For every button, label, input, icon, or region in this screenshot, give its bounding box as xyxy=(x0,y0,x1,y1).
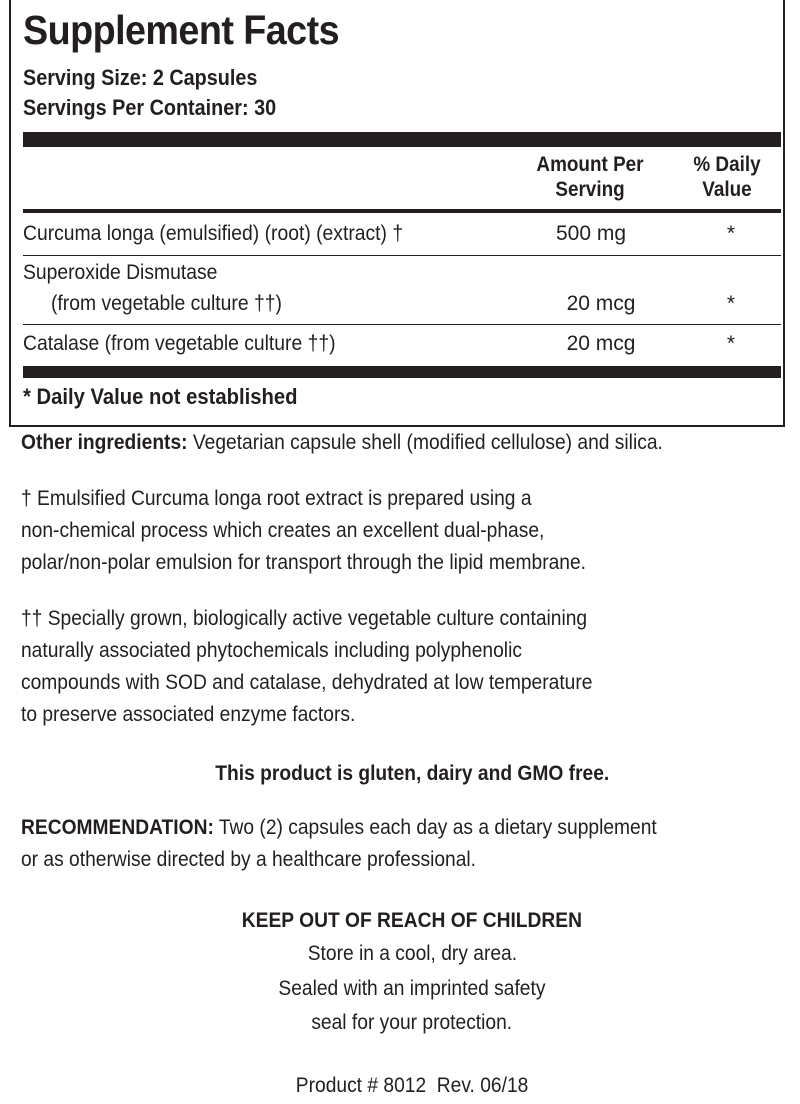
dagger-footnote xyxy=(21,483,586,579)
row-divider xyxy=(23,255,781,256)
supplement-facts-panel xyxy=(9,0,785,427)
other-ingredients xyxy=(21,427,663,459)
double-dagger-footnote-line: †† Specially grown, biologically active vegetable culture containing xyxy=(21,607,588,630)
ingredient-amount: 500 mg xyxy=(555,222,627,245)
other-ingredients-text: Vegetarian capsule shell (modified cellulose) and silica. xyxy=(187,431,663,454)
header-divider xyxy=(23,209,781,213)
dagger-footnote-line: non-chemical process which creates an excellent dual-phase, xyxy=(21,519,545,542)
other-ingredients-label: Other ingredients: xyxy=(21,431,188,454)
product-code: Product # 8012 Rev. 06/18 xyxy=(295,1074,529,1097)
ingredient-name-continued: (from vegetable culture ††) xyxy=(51,292,282,315)
dagger-footnote-line: polar/non-polar emulsion for transport through the lipid membrane. xyxy=(21,551,587,574)
double-dagger-footnote xyxy=(21,603,592,731)
ingredient-name: Curcuma longa (emulsified) (root) (extract) † xyxy=(23,222,404,245)
column-header-daily-value: % Daily Value xyxy=(693,153,761,201)
storage-instruction: Store in a cool, dry area. xyxy=(307,942,517,965)
serving-size: Serving Size: 2 Capsules xyxy=(23,65,258,90)
recommendation-label: RECOMMENDATION: xyxy=(21,816,214,839)
ingredient-daily-value: * xyxy=(726,292,736,315)
ingredient-name: Catalase (from vegetable culture ††) xyxy=(23,332,336,355)
ingredient-daily-value: * xyxy=(726,222,736,245)
daily-value-footnote: * Daily Value not established xyxy=(23,384,298,409)
safety-seal-note: Sealed with an imprinted safety xyxy=(278,977,546,1000)
ingredient-name: Superoxide Dismutase xyxy=(23,261,218,284)
safety-seal-note-continued: seal for your protection. xyxy=(311,1011,513,1034)
double-dagger-footnote-line: naturally associated phytochemicals including polyphenolic xyxy=(21,639,522,662)
allergen-free-statement: This product is gluten, dairy and GMO free. xyxy=(215,762,609,785)
recommendation-text: Two (2) capsules each day as a dietary supplement xyxy=(213,816,657,839)
row-divider xyxy=(23,324,781,325)
double-dagger-footnote-line: compounds with SOD and catalase, dehydrated at low temperature xyxy=(21,671,593,694)
double-dagger-footnote-line: to preserve associated enzyme factors. xyxy=(21,703,356,726)
column-header-amount: Amount Per Serving xyxy=(536,153,644,201)
ingredient-amount: 20 mcg xyxy=(566,332,636,355)
warning-heading: KEEP OUT OF REACH OF CHILDREN xyxy=(241,909,583,932)
recommendation-text-continued: or as otherwise directed by a healthcare professional. xyxy=(21,848,477,871)
dagger-footnote-line: † Emulsified Curcuma longa root extract is prepared using a xyxy=(21,487,532,510)
recommendation xyxy=(21,812,657,876)
ingredient-daily-value: * xyxy=(726,332,736,355)
thick-divider-top xyxy=(23,132,781,147)
servings-per-container: Servings Per Container: 30 xyxy=(23,95,277,120)
ingredient-amount: 20 mcg xyxy=(566,292,636,315)
panel-title: Supplement Facts xyxy=(23,7,340,53)
thick-divider-bottom xyxy=(23,366,781,378)
